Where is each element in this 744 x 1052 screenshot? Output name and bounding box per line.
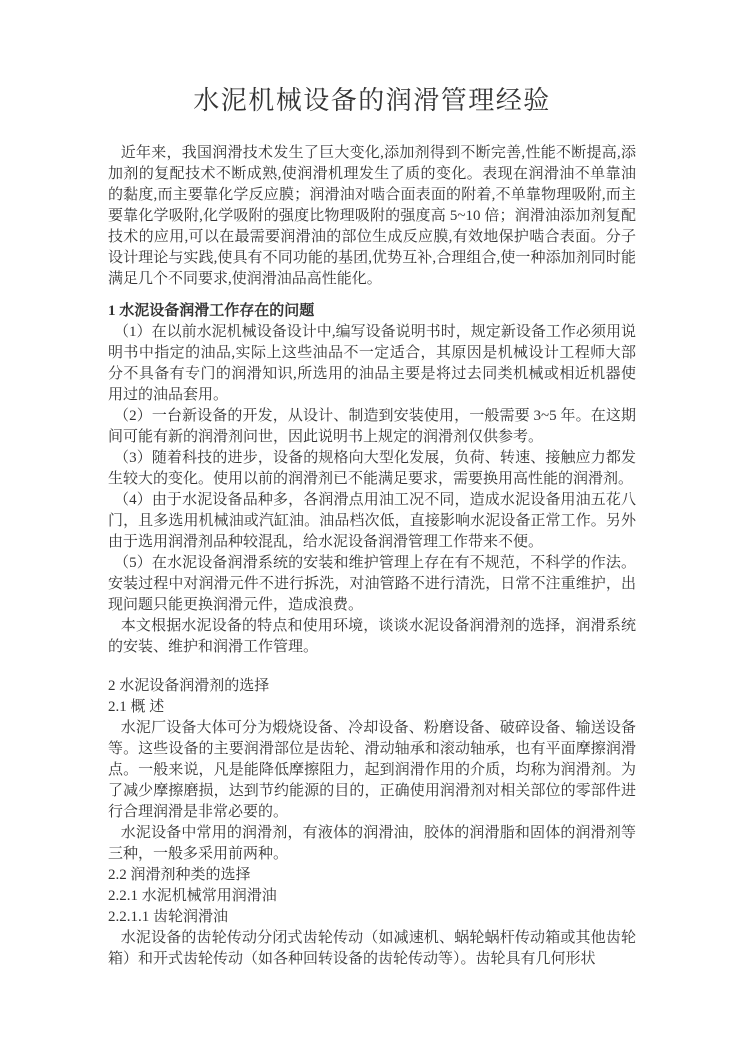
paragraph-item-5: （5）在水泥设备润滑系统的安装和维护管理上存在有不规范，不科学的作法。安装过程中对润滑元件不进行拆洗，对油管路不进行清洗，日常不注重维护，出现问题只能更换润滑元件，造成浪费。 — [108, 555, 636, 613]
document-content — [108, 84, 636, 970]
paragraph-item-3: （3）随着科技的进步，设备的规格向大型化发展，负荷、转速、接触应力都发生较大的变化。使用以前的润滑剂已不能满足要求，需要换用高性能的润滑剂。 — [108, 450, 636, 487]
paragraph-gear-oil: 水泥设备的齿轮传动分闭式齿轮传动（如减速机、蜗轮蜗杆传动箱或其他齿轮箱）和开式齿轮传动（如各种回转设备的齿轮传动等）。齿轮具有几何形状 — [108, 930, 636, 967]
paragraph-item-2: （2）一台新设备的开发，从设计、制造到安装使用，一般需要 3~5 年。在这期间可能有新的润滑剂问世，因此说明书上规定的润滑剂仅供参考。 — [108, 408, 636, 445]
section-heading-2-1: 2.1 概 述 — [108, 699, 165, 715]
document-title: 水泥机械设备的润滑管理经验 — [193, 86, 551, 115]
paragraph-item-1: （1）在以前水泥机械设备设计中,编写设备说明书时，规定新设备工作必须用说明书中指定的油品,实际上这些油品不一定适合，其原因是机械设计工程师大部分不具备有专门的润滑知识,所选用的油品主要是将过去同类机械或相近机器使用过的油品套用。 — [108, 324, 636, 403]
section-heading-2-2-1-1: 2.2.1.1 齿轮润滑油 — [108, 909, 229, 925]
section-heading-2-2-1: 2.2.1 水泥机械常用润滑油 — [108, 888, 277, 904]
section-heading-2: 2 水泥设备润滑剂的选择 — [108, 678, 270, 694]
paragraph-intro: 近年来，我国润滑技术发生了巨大变化,添加剂得到不断完善,性能不断提高,添加剂的复配技术不断成熟,使润滑机理发生了质的变化。表现在润滑油不单靠油的黏度,而主要靠化学反应膜；润滑油对啮合面表面的附着,不单靠物理吸附,而主要靠化学吸附,化学吸附的强度比物理吸附的强度高 5~10 倍；润滑油添加剂复配技术的应用,可以在最需要润滑油的部位生成反应膜,有效地保护啮合表面。分子设计理论与实践,使具有不同功能的基团,优势互补,合理组合,使一种添加剂同时能满足几个不同要求,使润滑油品高性能化。 — [108, 145, 636, 287]
paragraph-summary: 本文根据水泥设备的特点和使用环境，谈谈水泥设备润滑剂的选择，润滑系统的安装、维护和润滑工作管理。 — [108, 618, 636, 655]
paragraph-overview-1: 水泥厂设备大体可分为煅烧设备、冷却设备、粉磨设备、破碎设备、输送设备等。这些设备的主要润滑部位是齿轮、滑动轴承和滚动轴承，也有平面摩擦润滑点。一般来说，凡是能降低摩擦阻力，起到润滑作用的介质，均称为润滑剂。为了减少摩擦磨损，达到节约能源的目的，正确使用润滑剂对相关部位的零部件进行合理润滑是非常必要的。 — [108, 720, 636, 820]
paragraph-overview-2: 水泥设备中常用的润滑剂，有液体的润滑油，胶体的润滑脂和固体的润滑剂等三种，一般多采用前两种。 — [108, 825, 636, 862]
paragraph-item-4: （4）由于水泥设备品种多，各润滑点用油工况不同，造成水泥设备用油五花八门，且多选用机械油或汽缸油。油品档次低，直接影响水泥设备正常工作。另外由于选用润滑剂品种较混乱，给水泥设备润滑管理工作带来不便。 — [108, 492, 636, 550]
section-heading-2-2: 2.2 润滑剂种类的选择 — [108, 867, 251, 883]
section-heading-1: 1 水泥设备润滑工作存在的问题 — [108, 303, 315, 319]
